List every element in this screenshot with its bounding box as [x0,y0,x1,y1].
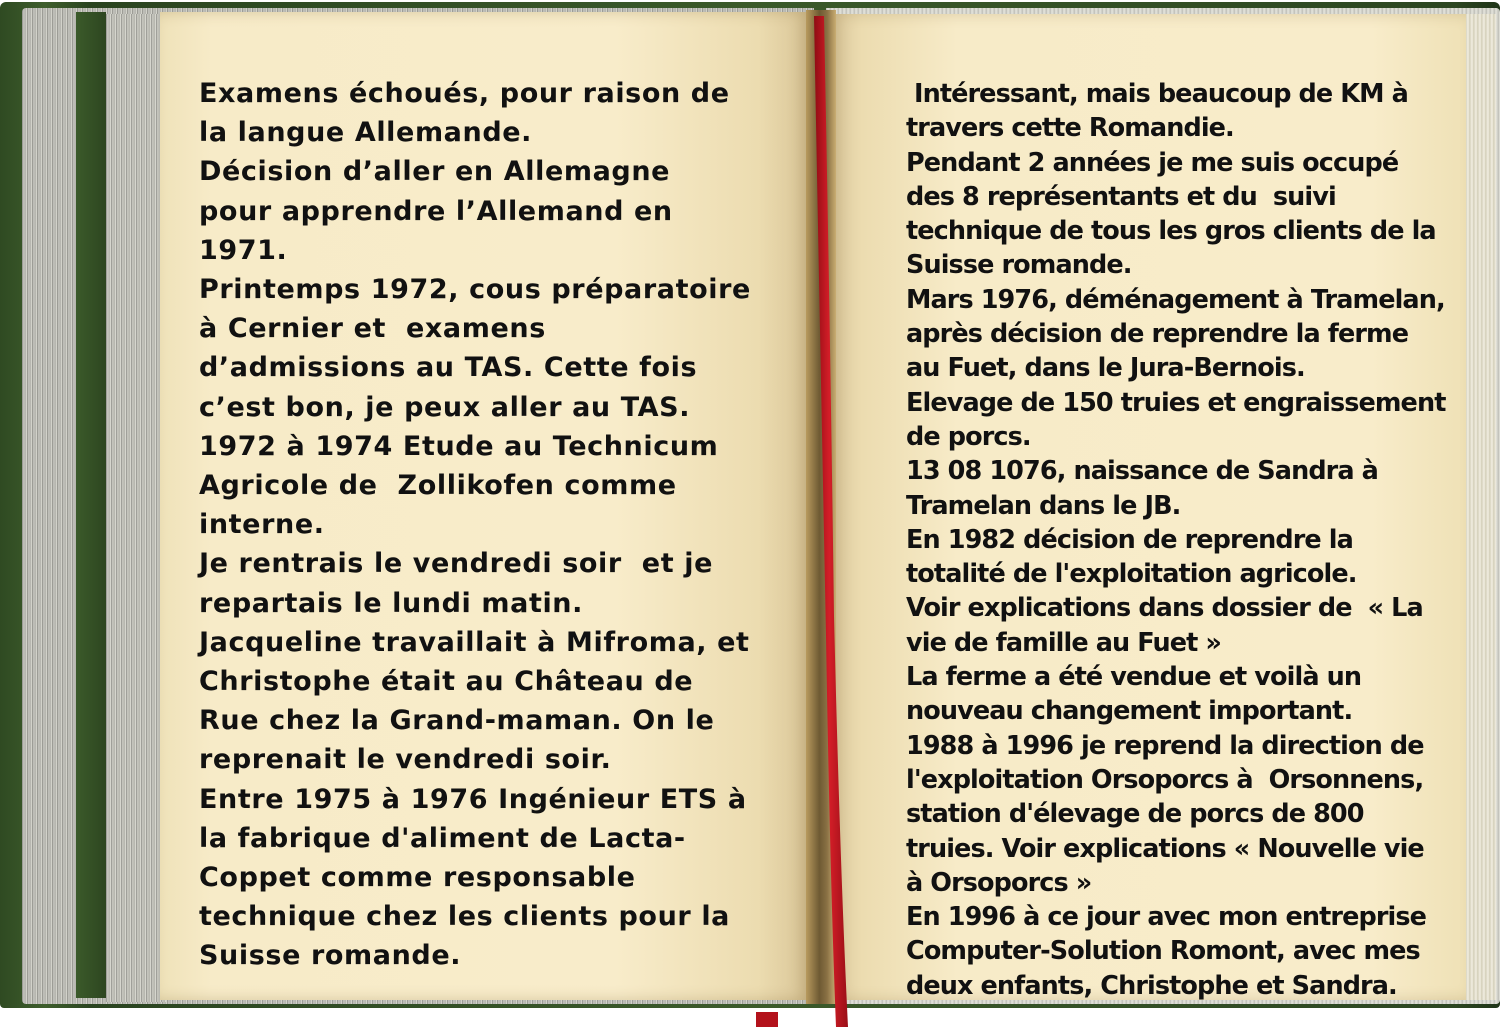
text-line: de porcs. [906,421,1031,452]
text-line: Pendant 2 années je me suis occupé [906,147,1399,178]
text-line: interne. [199,509,325,541]
text-line: Computer-Solution Romont, avec mes [906,936,1420,967]
text-line: c’est bon, je peux aller au TAS. [199,391,691,423]
ribbon-tail [756,1012,778,1027]
text-line: 1971. [199,234,288,266]
text-line: Tramelan dans le JB. [906,490,1181,521]
text-line: Voir explications dans dossier de « La [906,593,1423,624]
text-line: 13 08 1076, naissance de Sandra à [906,456,1378,487]
text-line: Agricole de Zollikofen comme [199,470,677,502]
text-line: Intéressant, mais beaucoup de KM à [906,79,1408,109]
right-page-text [906,77,1471,1003]
text-line: reprenait le vendredi soir. [199,744,612,776]
text-line: repartais le lundi matin. [199,587,583,619]
text-line: à Orsoporcs » [906,867,1092,898]
text-line: travers cette Romandie. [906,113,1234,144]
text-line: Mars 1976, déménagement à Tramelan, [906,284,1445,315]
text-line: Je rentrais le vendredi soir et je [199,548,713,580]
text-line: vie de famille au Fuet » [906,627,1222,658]
text-line: au Fuet, dans le Jura-Bernois. [906,353,1305,384]
text-line: En 1982 décision de reprendre la [906,524,1353,555]
text-line: deux enfants, Christophe et Sandra. [906,970,1397,1001]
text-line: technique de tous les gros clients de la [906,216,1436,247]
text-line: truies. Voir explications « Nouvelle vie [906,833,1424,864]
text-line: totalité de l'exploitation agricole. [906,559,1357,590]
text-line: 1988 à 1996 je reprend la direction de [906,730,1424,761]
text-line: Examens échoués, pour raison de [199,78,730,109]
text-line: Elevage de 150 truies et engraissement [906,387,1446,418]
text-line: d’admissions au TAS. Cette fois [199,352,698,384]
text-line: En 1996 à ce jour avec mon entreprise [906,902,1427,933]
text-line: pour apprendre l’Allemand en [199,195,673,227]
text-line: Décision d’aller en Allemagne [199,156,671,188]
text-line: la langue Allemande. [199,117,533,149]
text-line: station d'élevage de porcs de 800 [906,799,1364,830]
text-line: Rue chez la Grand-maman. On le [199,705,715,737]
text-line: Christophe était au Château de [199,666,694,698]
text-line: Suisse romande. [199,940,462,972]
left-page-text [199,74,759,976]
text-line: 1972 à 1974 Etude au Technicum [199,430,719,462]
text-line: des 8 représentants et du suivi [906,181,1336,212]
text-line: après décision de reprendre la ferme [906,319,1409,350]
text-line: à Cernier et examens [199,313,546,345]
text-line: Coppet comme responsable [199,862,636,894]
text-line: technique chez les clients pour la [199,901,730,933]
text-line: La ferme a été vendue et voilà un [906,662,1362,693]
text-line: Jacqueline travaillait à Mifroma, et [199,626,750,658]
ribbon-bookmark [810,16,850,1027]
text-line: Suisse romande. [906,250,1132,281]
text-line: Printemps 1972, cous préparatoire [199,274,751,306]
text-line: Entre 1975 à 1976 Ingénieur ETS à [199,783,747,815]
text-line: nouveau changement important. [906,696,1353,727]
text-line: la fabrique d'aliment de Lacta- [199,822,686,854]
text-line: l'exploitation Orsoporcs à Orsonnens, [906,764,1424,795]
